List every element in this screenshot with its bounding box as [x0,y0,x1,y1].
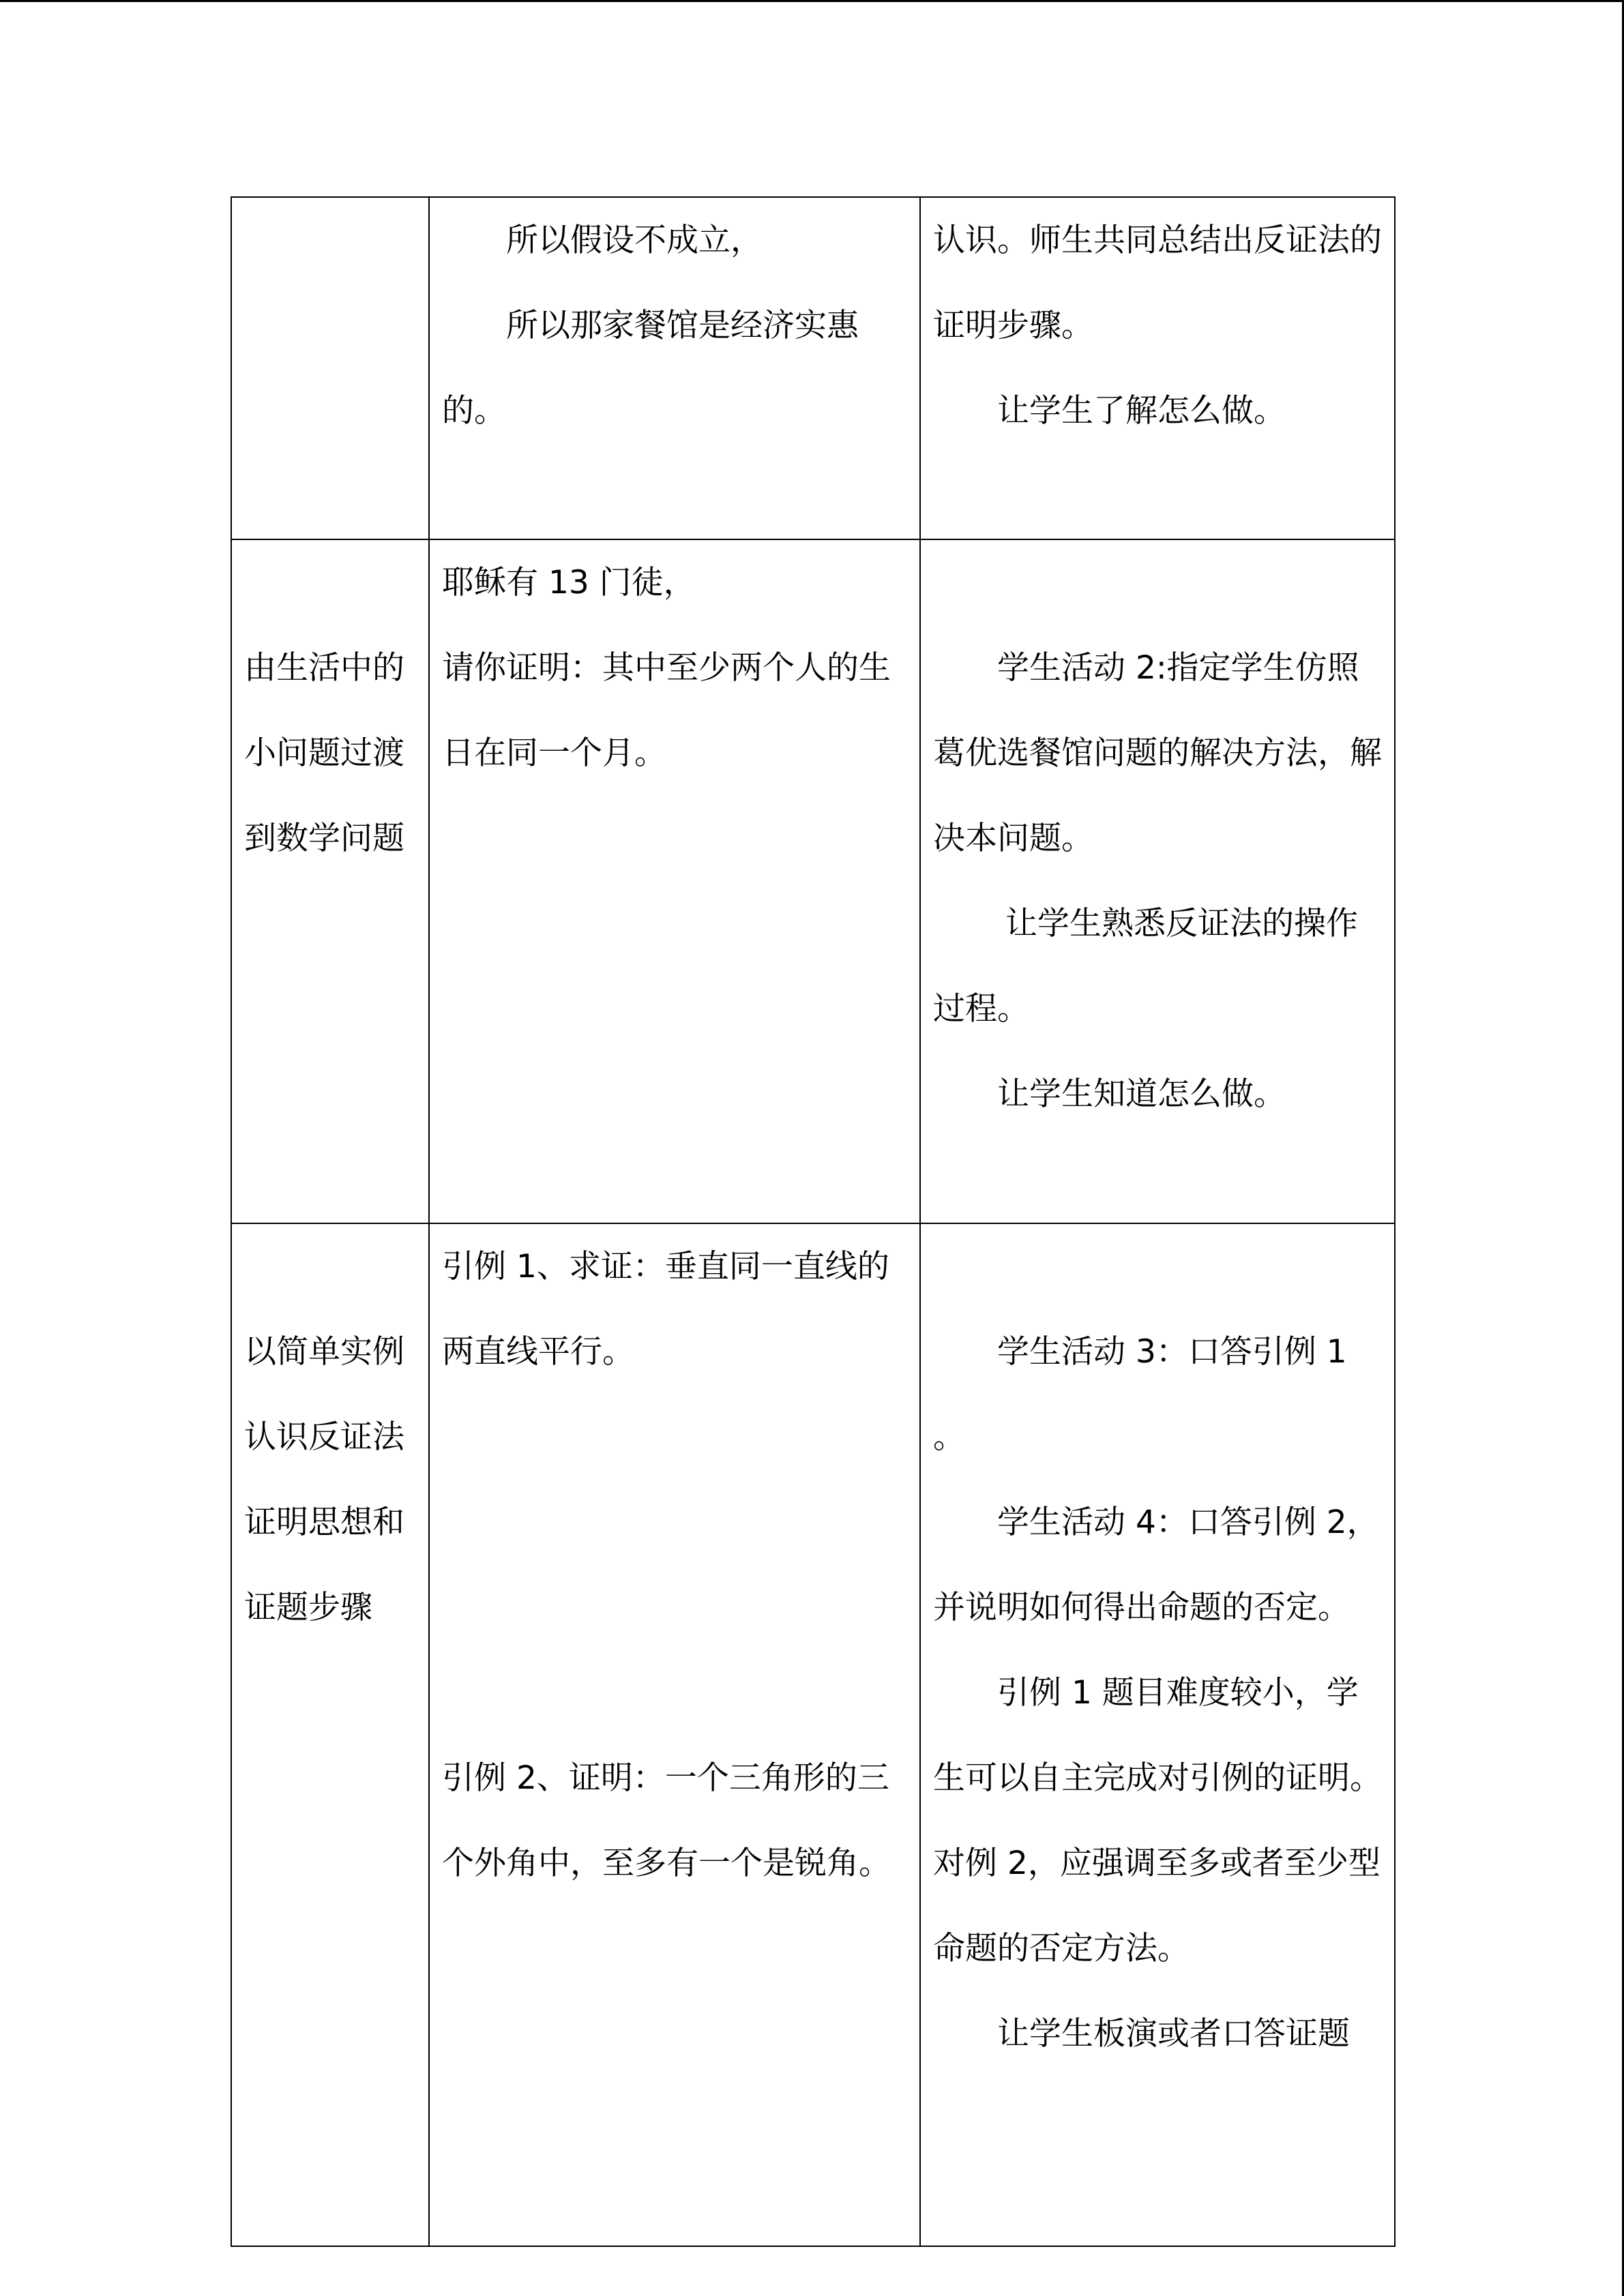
notes-line: 学生活动 2:指定学生仿照葛优选餐馆问题的解决方法，解决本问题。 [933,649,1382,857]
content-line: 引例 2、证明：一个三角形的三个外角中，至多有一个是锐角。 [442,1759,891,1882]
lesson-plan-table [231,196,1396,2247]
notes-line: 学生活动 4：口答引例 2，并说明如何得出命题的否定。 [933,1504,1379,1626]
table-row [231,197,1395,539]
content-line: 请你证明：其中至少两个人的生日在同一个月。 [442,649,891,772]
spacer [442,1395,907,1735]
notes-cell [920,539,1395,1223]
topic-line: 由生活中的 [244,649,404,687]
notes-line: 让学生板演或者口答证题 [997,2015,1350,2053]
content-line: 引例 1、求证：垂直同一直线的两直线平行。 [442,1248,889,1371]
table-row [231,539,1395,1223]
notes-line: 让学生知道怎么做。 [997,1075,1286,1113]
topic-line: 以简单实例 [244,1333,404,1371]
topic-line: 认识反证法 [244,1418,404,1456]
topic-line: 证题步骤 [244,1589,372,1626]
topic-line: 到数学问题 [244,820,404,857]
notes-line: 让学生了解怎么做。 [997,392,1286,430]
notes-cell [920,1223,1395,2246]
content-cell [429,1223,920,2246]
content-line: 所以那家餐馆是经济实惠的。 [442,307,859,430]
notes-line: 引例 1 题目难度较小，学生可以自主完成对引例的证明。对例 2，应强调至多或者至少型命题的否定方法。 [933,1674,1382,1967]
content-line: 所以假设不成立， [506,222,763,259]
notes-cell [920,197,1395,539]
topic-cell [231,1223,429,2246]
notes-line: 学生活动 3：口答引例 1 。 [933,1333,1347,1456]
notes-line: 让学生熟悉反证法的操作过程。 [933,905,1358,1028]
content-cell [429,197,920,539]
content-line: 耶稣有 13 门徒， [442,564,696,601]
topic-cell [231,197,429,539]
notes-line: 认识。师生共同总结出反证法的证明步骤。 [933,222,1382,344]
table-row [231,1223,1395,2246]
page-border-top [0,0,1624,2]
topic-line: 证明思想和 [244,1504,404,1541]
topic-line: 小问题过渡 [244,734,404,772]
topic-cell [231,539,429,1223]
content-cell [429,539,920,1223]
